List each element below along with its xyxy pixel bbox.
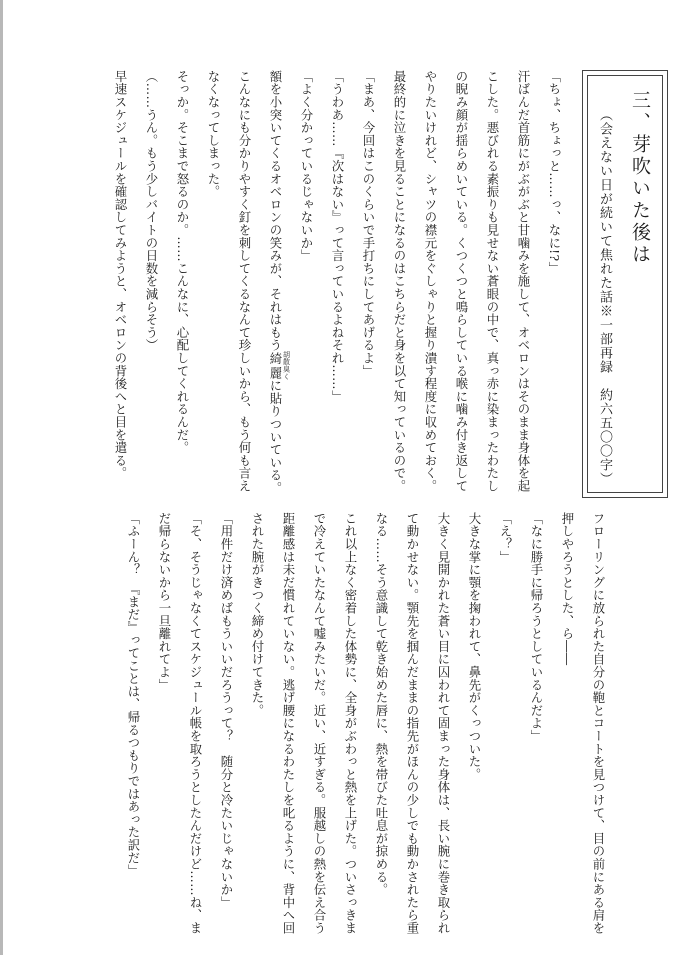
paragraph-with-ruby: 額を小突いてくるオベロンの笑みが、それはもう綺麗 胡散臭くに貼りついている。こんなにも分かりやすく釘を刺してくるなんて珍しいから、もう何も言えなくなってしまった。 bbox=[206, 70, 291, 495]
ruby-reading: 胡散臭く bbox=[282, 350, 291, 381]
paragraph: 「ふーん？ 『まだ』ってことは、帰るつもりではあった訳だ」 bbox=[126, 512, 141, 877]
paragraph: 「よく分かっているじゃないか」 bbox=[299, 70, 314, 262]
ruby-annotation: 綺麗 胡散臭く bbox=[268, 350, 291, 381]
chapter-subtitle: （会えない日が続いて焦れた話※一部再録 約六五〇〇字） bbox=[597, 108, 612, 486]
upper-text-block bbox=[105, 70, 570, 500]
paragraph: （……うん。もう少しバイトの日数を減らそう） bbox=[144, 70, 159, 352]
paragraph: 「そ、そうじゃなくてスケジュール帳を取ろうとしたんだけど……ね、まだ帰らないから一旦離れてよ」 bbox=[157, 512, 203, 935]
page-spine bbox=[0, 0, 3, 955]
chapter-title-box bbox=[582, 70, 668, 498]
paragraph: そっか。そこまで怒るのか。……こんなに、心配してくれるんだ。 bbox=[175, 70, 190, 454]
paragraph: 「用件だけ済めばもういいだろうって？ 随分と冷たいじゃないか」 bbox=[219, 512, 234, 909]
paragraph: 「うわあ……『次はない』って言っているよねそれ……」 bbox=[330, 70, 345, 403]
paragraph: 早速スケジュールを確認してみようと、オベロンの背後へと目を遣る。 bbox=[113, 70, 128, 480]
chapter-title-frame bbox=[587, 75, 663, 493]
paragraph: 「まあ、今回はこのくらいで手打ちにしてあげるよ」 bbox=[361, 70, 376, 378]
paragraph: 「ちょ、ちょっと……っ、なに!?」 bbox=[547, 70, 562, 275]
chapter-title: 三、芽吹いた後は bbox=[629, 90, 651, 266]
paragraph: 「え？」 bbox=[498, 512, 513, 564]
paragraph: 大きな掌に顎を掬われて、鼻先がくっついた。 bbox=[467, 512, 482, 781]
paragraph: 大きく見開かれた蒼い目に囚われて固まった身体は、長い腕に巻き取られて動かせない。顎先を掴んだままの指先がほんの少しでも動かされたら重なる……そう意識して乾き始めた唇に、熱を帯びた吐息が掠める。 bbox=[374, 512, 451, 935]
lower-text-block bbox=[118, 512, 614, 942]
paragraph: 汗ばんだ首筋にがぶがぶと甘噛みを施して、オベロンはそのまま身体を起こした。悪びれる素振りも見せない蒼眼の中で、真っ赤に染まったわたしの睨み顔が揺らめいている。くつくつと鳴らしている喉に噛み付き返してやりたいけれど、シャツの襟元をぐしゃりと握り潰す程度に収めておく。最終的に泣きを見ることになるのはこちらだと身を以て知っているので。 bbox=[392, 70, 531, 493]
paragraph: 「なに勝手に帰ろうとしているんだよ」 bbox=[529, 512, 544, 743]
paragraph: これ以上なく密着した体勢に、全身がぶわっと熱を上げた。ついさっきまで冷えていたなんて嘘みたいだ。近い、近すぎる。服越しの熱を伝え合う距離感は未だ慣れていない。逃げ腰になるわたしを叱るように、背中へ回された腕がきつく締め付けてきた。 bbox=[250, 512, 358, 935]
paragraph: フローリングに放られた自分の鞄とコートを見つけて、目の前にある肩を押しやろうとした、ら―― bbox=[560, 512, 606, 935]
